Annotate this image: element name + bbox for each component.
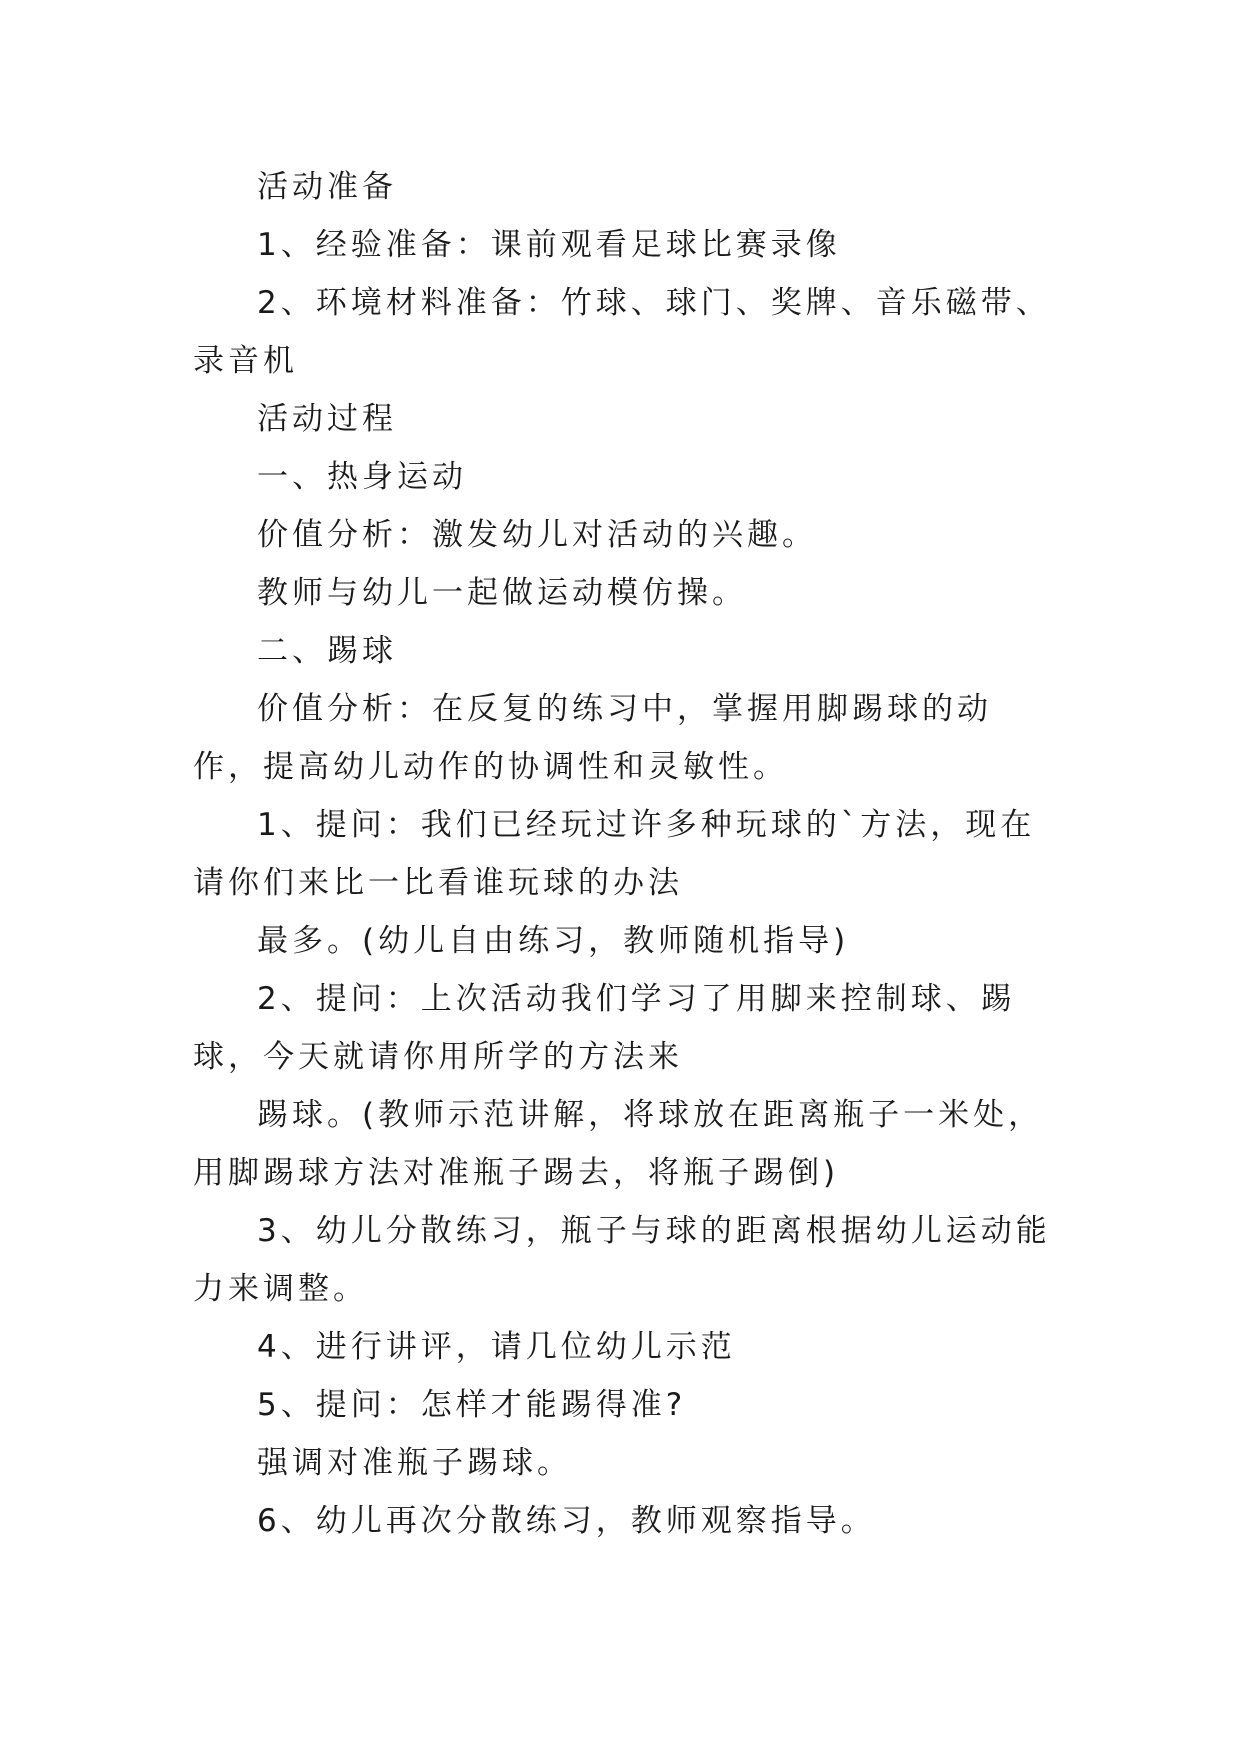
paragraph: 最多。(幼儿自由练习，教师随机指导) [257,923,850,959]
paragraph: 2、环境材料准备：竹球、球门、奖牌、音乐磁带、录音机 [193,285,1051,379]
paragraph: 踢球。(教师示范讲解，将球放在距离瓶子一米处，用脚踢球方法对准瓶子踢去，将瓶子踢倒) [193,1097,1044,1191]
heading-activity-process: 活动过程 [257,401,397,437]
paragraph: 1、经验准备：课前观看足球比赛录像 [257,227,841,263]
paragraph: 4、进行讲评，请几位幼儿示范 [257,1329,736,1365]
paragraph: 6、幼儿再次分散练习，教师观察指导。 [257,1503,876,1539]
paragraph: 价值分析：在反复的练习中，掌握用脚踢球的动作，提高幼儿动作的协调性和灵敏性。 [193,691,992,785]
paragraph: 3、幼儿分散练习，瓶子与球的距离根据幼儿运动能力来调整。 [193,1213,1051,1307]
section-heading: 二、踢球 [257,633,397,669]
heading-activity-preparation: 活动准备 [257,169,397,205]
document-body [193,158,1053,1550]
paragraph: 教师与幼儿一起做运动模仿操。 [257,575,747,611]
paragraph: 强调对准瓶子踢球。 [257,1445,572,1481]
paragraph: 5、提问：怎样才能踢得准? [257,1387,687,1423]
paragraph: 2、提问：上次活动我们学习了用脚来控制球、踢球，今天就请你用所学的方法来 [193,981,1016,1075]
paragraph: 1、提问：我们已经玩过许多种玩球的`方法，现在请你们来比一比看谁玩球的办法 [193,807,1036,901]
section-heading: 一、热身运动 [257,459,467,495]
paragraph: 价值分析：激发幼儿对活动的兴趣。 [257,517,817,553]
